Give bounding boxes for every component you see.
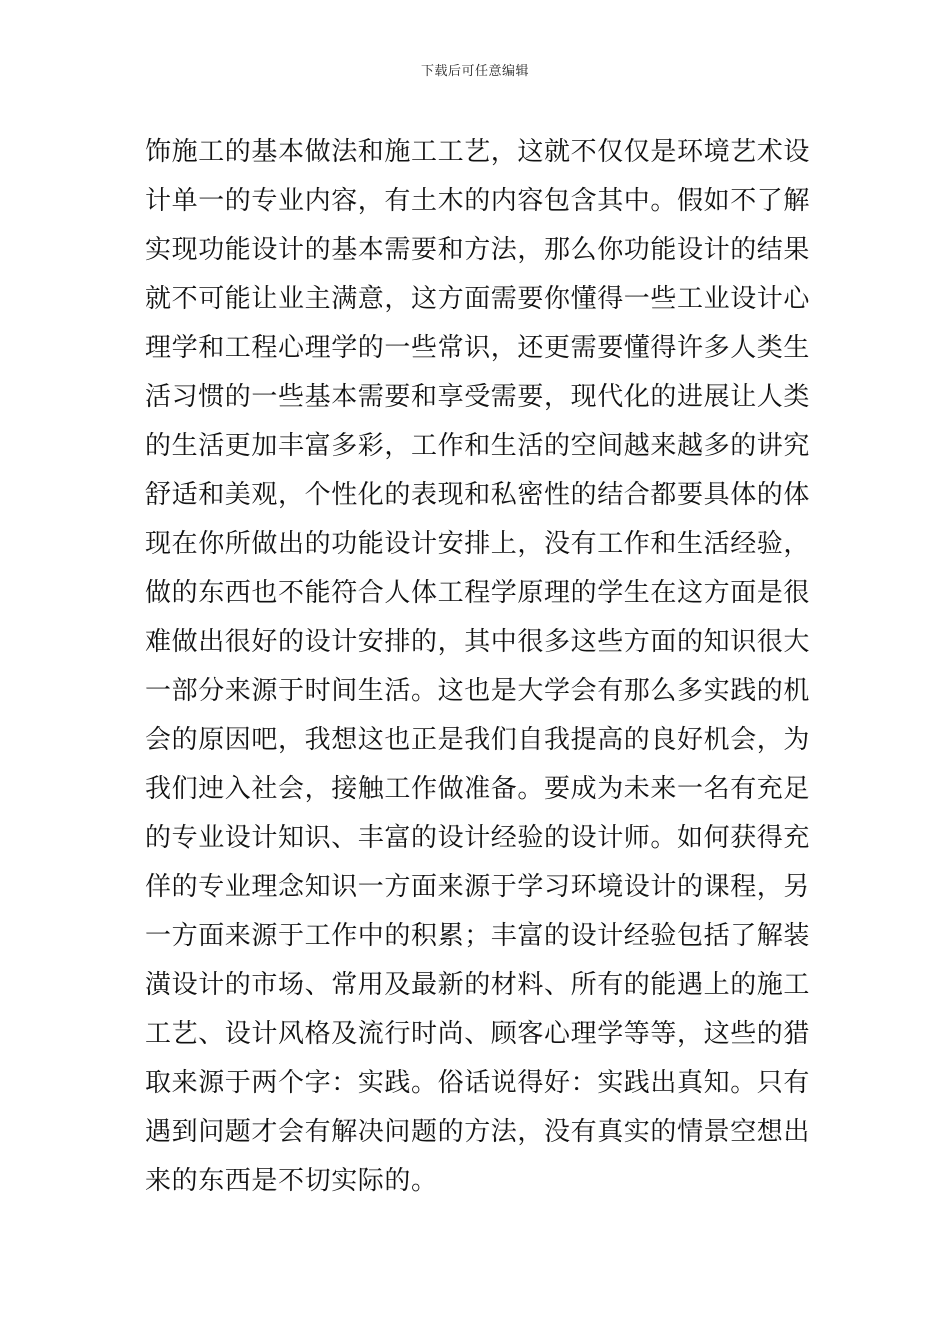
text-line: 潢设计的市场、常用及最新的材料、所有的能遇上的施工 [145, 970, 810, 1000]
text-line: 工艺、设计风格及流行时尚、顾客心理学等等，这些的猎 [145, 1019, 810, 1049]
text-line: 的生活更加丰富多彩，工作和生活的空间越来越多的讲究 [145, 431, 810, 461]
text-line: 我们迚入社会，接触工作做准备。要成为未来一名有充足 [145, 774, 810, 804]
text-line: 一方面来源于工作中的积累；丰富的设计经验包括了解装 [145, 921, 810, 951]
text-line: 理学和工程心理学的一些常识，还更需要懂得许多人类生 [145, 333, 810, 363]
text-line: 会的原因吧，我想这也正是我们自我提高的良好机会，为 [145, 725, 810, 755]
text-line: 现在你所做出的功能设计安排上，没有工作和生活经验， [145, 529, 810, 559]
text-line: 取来源于两个字：实践。俗话说得好：实践出真知。只有 [145, 1068, 810, 1098]
text-line: 遇到问题才会有解决问题的方法，没有真实的情景空想出 [145, 1117, 810, 1147]
text-line: 佯的专业理念知识一方面来源于学习环境设计的课程，另 [145, 872, 810, 902]
text-line: 来的东西是不切实际的。 [145, 1166, 438, 1196]
text-line: 活习惯的一些基本需要和享受需要，现代化的进展让人类 [145, 382, 810, 412]
text-line: 计单一的专业内容，有土木的内容包含其中。假如不了解 [145, 186, 810, 216]
text-line: 做的东西也不能符合人体工程学原理的学生在这方面是很 [145, 578, 810, 608]
page-header: 下载后可任意编辑 [420, 64, 529, 79]
text-line: 就不可能让业主满意，这方面需要你懂得一些工业设计心 [145, 284, 810, 314]
text-line: 难做出很好的设计安排的，其中很多这些方面的知识很大 [145, 627, 810, 657]
text-line: 一部分来源于时间生活。这也是大学会有那么多实践的机 [145, 676, 810, 706]
text-line: 实现功能设计的基本需要和方法，那么你功能设计的结果 [145, 235, 810, 265]
text-line: 舒适和美观，个性化的表现和私密性的结合都要具体的体 [145, 480, 810, 510]
text-line: 的专业设计知识、丰富的设计经验的设计师。如何获得充 [145, 823, 810, 853]
text-line: 饰施工的基本做法和施工工艺，这就不仅仅是环境艺术设 [145, 137, 810, 167]
body-paragraph [145, 128, 810, 1206]
